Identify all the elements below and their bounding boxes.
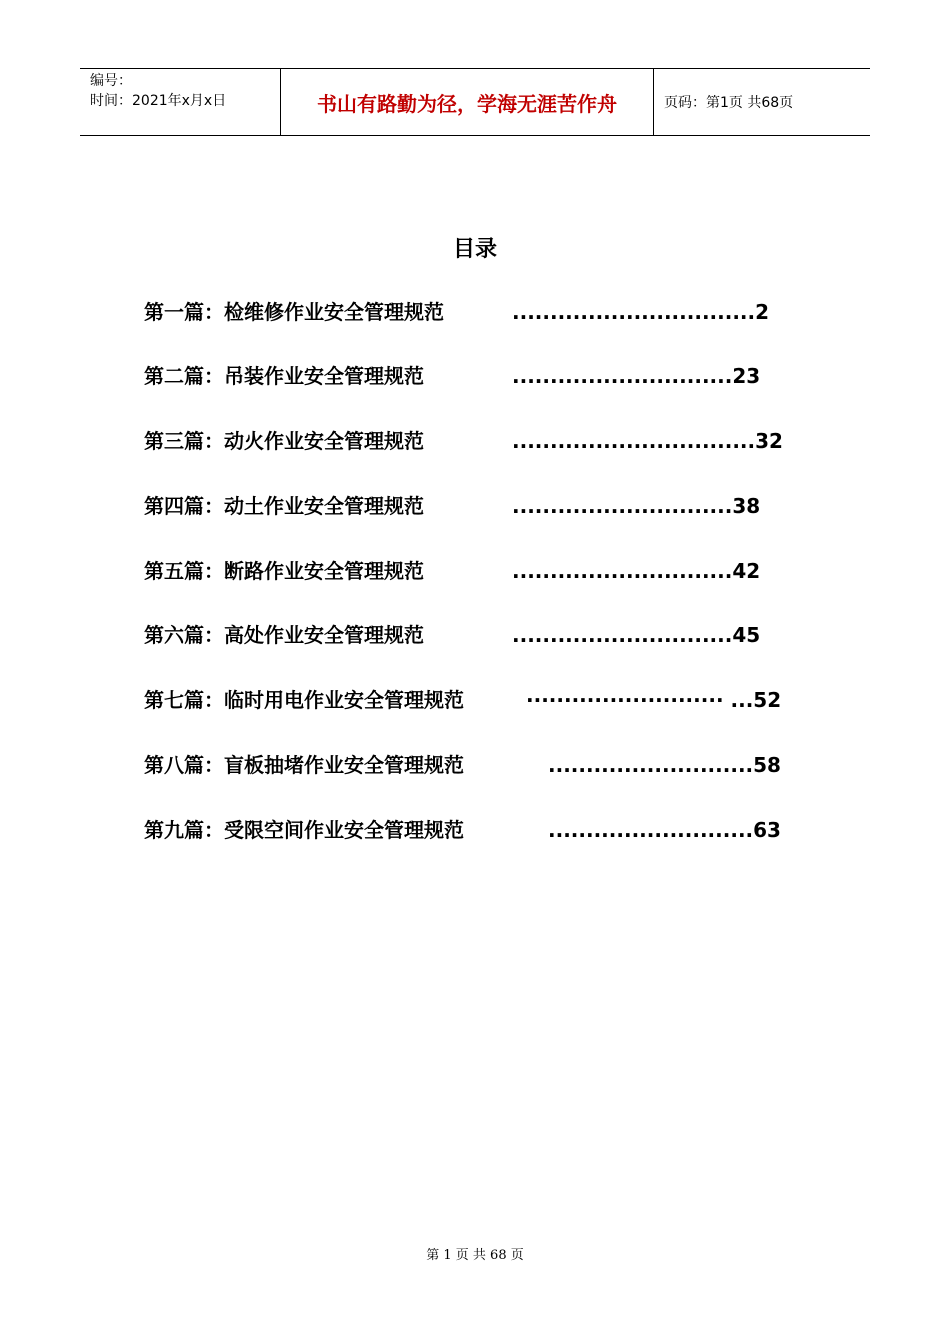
toc-item-page: ...........................58	[548, 753, 781, 777]
header-meta-cell	[80, 69, 281, 135]
toc-item-page: ................................32	[512, 429, 783, 453]
time-label: 时间：2021年x月x日	[90, 93, 227, 109]
number-label: 编号：	[90, 73, 132, 89]
toc-item-page: .............................42	[512, 559, 761, 583]
toc-title: 目录	[452, 237, 497, 262]
toc-item-label: 第五篇：断路作业安全管理规范	[144, 559, 424, 583]
toc-item-label: 第七篇：临时用电作业安全管理规范	[144, 688, 464, 712]
toc-item-label: 第二篇：吊装作业安全管理规范	[144, 364, 424, 388]
toc-item-label: 第八篇：盲板抽堵作业安全管理规范	[144, 753, 464, 777]
header-motto: 书山有路勤为径，学海无涯苦作舟	[281, 69, 654, 135]
toc-item-label: 第四篇：动土作业安全管理规范	[144, 494, 424, 518]
page-footer: 第 1 页 共 68 页	[426, 1248, 524, 1263]
toc-item-label: 第一篇：检维修作业安全管理规范	[144, 300, 444, 324]
toc-item-page: ...........................63	[548, 818, 781, 842]
toc-item-label: 第六篇：高处作业安全管理规范	[144, 623, 424, 647]
toc-item-label: 第三篇：动火作业安全管理规范	[144, 429, 424, 453]
document-header	[80, 68, 870, 136]
toc-item-page: .............................23	[512, 364, 761, 388]
toc-item-page: ................................2	[512, 300, 770, 324]
toc-item-label: 第九篇：受限空间作业安全管理规范	[144, 818, 464, 842]
toc-item-page: .............................38	[512, 494, 761, 518]
toc-item-page: ·························· ...52	[526, 688, 782, 712]
header-page-info: 页码：第1页 共68页	[664, 95, 794, 111]
toc-item-page: .............................45	[512, 623, 761, 647]
